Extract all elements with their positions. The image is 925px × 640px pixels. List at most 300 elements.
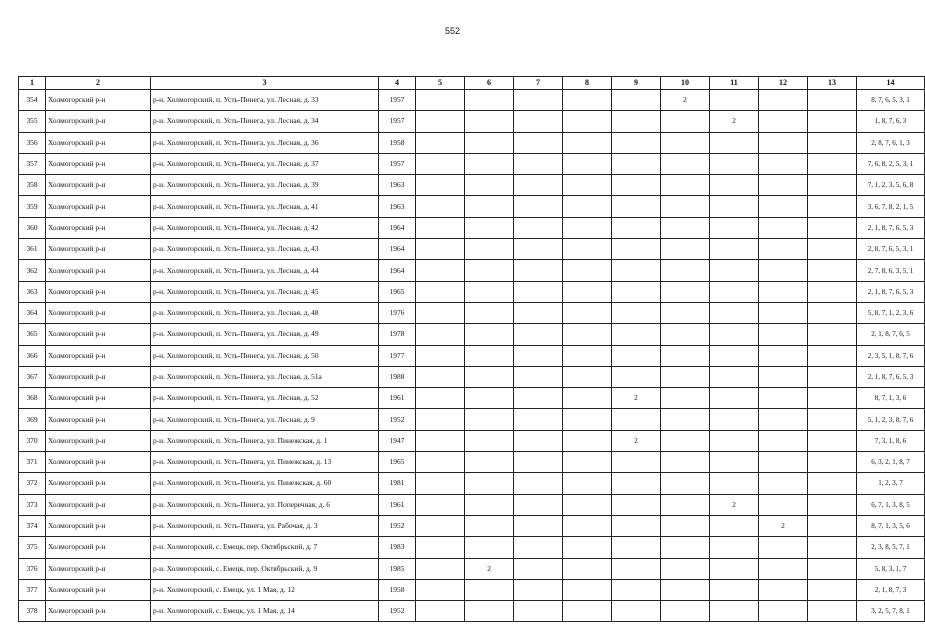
cell-col-14: 1, 8, 7, 6, 3 — [857, 111, 925, 132]
cell-col-9 — [612, 281, 661, 302]
cell-col-5 — [416, 473, 465, 494]
cell-col-14: 2, 1, 8, 7, 6, 5, 3 — [857, 366, 925, 387]
cell-col-14: 2, 3, 5, 1, 8, 7, 6 — [857, 345, 925, 366]
cell-col-13 — [808, 281, 857, 302]
cell-col-12 — [759, 366, 808, 387]
cell-col-1: 377 — [19, 579, 46, 600]
cell-col-1: 355 — [19, 111, 46, 132]
table-row — [19, 217, 925, 238]
cell-col-8 — [563, 260, 612, 281]
column-header-4: 4 — [379, 77, 416, 90]
cell-col-4: 1952 — [379, 515, 416, 536]
cell-col-11 — [710, 452, 759, 473]
cell-col-9 — [612, 239, 661, 260]
cell-col-11 — [710, 175, 759, 196]
column-header-13: 13 — [808, 77, 857, 90]
cell-col-12 — [759, 579, 808, 600]
cell-col-12 — [759, 345, 808, 366]
cell-col-7 — [514, 409, 563, 430]
cell-col-5 — [416, 388, 465, 409]
cell-col-2: Холмогорский р-н — [46, 558, 151, 579]
cell-col-2: Холмогорский р-н — [46, 345, 151, 366]
cell-col-7 — [514, 175, 563, 196]
cell-col-4: 1964 — [379, 260, 416, 281]
cell-col-1: 360 — [19, 217, 46, 238]
cell-col-9 — [612, 579, 661, 600]
cell-col-13 — [808, 302, 857, 323]
cell-col-4: 1957 — [379, 111, 416, 132]
cell-col-14: 2, 1, 8, 7, 3 — [857, 579, 925, 600]
cell-col-7 — [514, 217, 563, 238]
cell-col-14: 6, 7, 1, 3, 8, 5 — [857, 494, 925, 515]
cell-col-2: Холмогорский р-н — [46, 132, 151, 153]
cell-col-13 — [808, 132, 857, 153]
cell-col-3: р-н. Холмогорский, п. Усть-Пинега, ул. Лесная, д. 33 — [151, 90, 379, 111]
cell-col-13 — [808, 345, 857, 366]
column-header-14: 14 — [857, 77, 925, 90]
cell-col-9 — [612, 409, 661, 430]
cell-col-1: 358 — [19, 175, 46, 196]
cell-col-5 — [416, 452, 465, 473]
cell-col-12 — [759, 558, 808, 579]
table-row — [19, 601, 925, 622]
cell-col-2: Холмогорский р-н — [46, 388, 151, 409]
cell-col-4: 1985 — [379, 558, 416, 579]
cell-col-6 — [465, 515, 514, 536]
cell-col-8 — [563, 217, 612, 238]
cell-col-11 — [710, 430, 759, 451]
cell-col-8 — [563, 452, 612, 473]
cell-col-2: Холмогорский р-н — [46, 473, 151, 494]
cell-col-14: 1, 2, 3, 7 — [857, 473, 925, 494]
cell-col-7 — [514, 601, 563, 622]
cell-col-3: р-н. Холмогорский, п. Усть-Пинега, ул. Рабочая, д. 3 — [151, 515, 379, 536]
cell-col-3: р-н. Холмогорский, п. Усть-Пинега, ул. Лесная, д. 37 — [151, 153, 379, 174]
cell-col-1: 357 — [19, 153, 46, 174]
cell-col-7 — [514, 494, 563, 515]
cell-col-3: р-н. Холмогорский, п. Усть-Пинега, ул. Лесная, д. 41 — [151, 196, 379, 217]
cell-col-11: 2 — [710, 111, 759, 132]
cell-col-6 — [465, 239, 514, 260]
cell-col-11 — [710, 153, 759, 174]
cell-col-13 — [808, 579, 857, 600]
cell-col-5 — [416, 494, 465, 515]
cell-col-3: р-н. Холмогорский, п. Усть-Пинега, ул. Лесная, д. 49 — [151, 324, 379, 345]
cell-col-9: 2 — [612, 430, 661, 451]
cell-col-9 — [612, 132, 661, 153]
cell-col-7 — [514, 239, 563, 260]
cell-col-12 — [759, 537, 808, 558]
cell-col-2: Холмогорский р-н — [46, 494, 151, 515]
cell-col-5 — [416, 90, 465, 111]
cell-col-13 — [808, 430, 857, 451]
cell-col-11 — [710, 302, 759, 323]
cell-col-7 — [514, 324, 563, 345]
table-row — [19, 196, 925, 217]
cell-col-5 — [416, 302, 465, 323]
cell-col-10 — [661, 494, 710, 515]
cell-col-7 — [514, 345, 563, 366]
cell-col-7 — [514, 132, 563, 153]
cell-col-3: р-н. Холмогорский, п. Усть-Пинега, ул. Лесная, д. 44 — [151, 260, 379, 281]
cell-col-8 — [563, 558, 612, 579]
table-row — [19, 153, 925, 174]
cell-col-9 — [612, 196, 661, 217]
cell-col-13 — [808, 388, 857, 409]
cell-col-12: 2 — [759, 515, 808, 536]
cell-col-9 — [612, 111, 661, 132]
page-number: 552 — [444, 26, 461, 36]
cell-col-14: 6, 3, 2, 1, 8, 7 — [857, 452, 925, 473]
cell-col-5 — [416, 579, 465, 600]
cell-col-6 — [465, 281, 514, 302]
cell-col-14: 2, 1, 8, 7, 6, 5, 3 — [857, 217, 925, 238]
cell-col-5 — [416, 217, 465, 238]
cell-col-9 — [612, 452, 661, 473]
cell-col-13 — [808, 473, 857, 494]
cell-col-14: 2, 7, 8, 6, 3, 5, 1 — [857, 260, 925, 281]
column-header-2: 2 — [46, 77, 151, 90]
cell-col-11 — [710, 90, 759, 111]
cell-col-6 — [465, 601, 514, 622]
cell-col-12 — [759, 473, 808, 494]
cell-col-4: 1961 — [379, 494, 416, 515]
cell-col-10 — [661, 196, 710, 217]
cell-col-3: р-н. Холмогорский, п. Усть-Пинега, ул. Лесная, д. 34 — [151, 111, 379, 132]
cell-col-8 — [563, 302, 612, 323]
cell-col-14: 2, 3, 8, 5, 7, 1 — [857, 537, 925, 558]
cell-col-4: 1947 — [379, 430, 416, 451]
cell-col-8 — [563, 430, 612, 451]
table-row — [19, 579, 925, 600]
cell-col-11 — [710, 601, 759, 622]
cell-col-3: р-н. Холмогорский, с. Емецк, пер. Октябрьский, д. 9 — [151, 558, 379, 579]
cell-col-11: 2 — [710, 494, 759, 515]
cell-col-8 — [563, 494, 612, 515]
cell-col-8 — [563, 409, 612, 430]
cell-col-13 — [808, 515, 857, 536]
cell-col-6 — [465, 388, 514, 409]
cell-col-7 — [514, 366, 563, 387]
table-row — [19, 302, 925, 323]
cell-col-4: 1964 — [379, 239, 416, 260]
cell-col-1: 371 — [19, 452, 46, 473]
cell-col-1: 356 — [19, 132, 46, 153]
cell-col-9 — [612, 601, 661, 622]
cell-col-2: Холмогорский р-н — [46, 90, 151, 111]
cell-col-12 — [759, 260, 808, 281]
cell-col-5 — [416, 239, 465, 260]
cell-col-14: 5, 8, 3, 1, 7 — [857, 558, 925, 579]
cell-col-2: Холмогорский р-н — [46, 153, 151, 174]
cell-col-11 — [710, 239, 759, 260]
cell-col-14: 2, 1, 8, 7, 6, 5 — [857, 324, 925, 345]
cell-col-6 — [465, 366, 514, 387]
cell-col-13 — [808, 324, 857, 345]
table-row — [19, 515, 925, 536]
cell-col-6 — [465, 111, 514, 132]
cell-col-13 — [808, 90, 857, 111]
cell-col-8 — [563, 601, 612, 622]
cell-col-3: р-н. Холмогорский, п. Усть-Пинега, ул. Лесная, д. 51а — [151, 366, 379, 387]
cell-col-4: 1958 — [379, 132, 416, 153]
cell-col-2: Холмогорский р-н — [46, 281, 151, 302]
cell-col-7 — [514, 430, 563, 451]
cell-col-11 — [710, 515, 759, 536]
cell-col-5 — [416, 601, 465, 622]
table-row — [19, 537, 925, 558]
cell-col-3: р-н. Холмогорский, п. Усть-Пинега, ул. Поперечная, д. 6 — [151, 494, 379, 515]
cell-col-4: 1963 — [379, 196, 416, 217]
cell-col-12 — [759, 409, 808, 430]
cell-col-2: Холмогорский р-н — [46, 430, 151, 451]
cell-col-7 — [514, 388, 563, 409]
table-row — [19, 132, 925, 153]
cell-col-5 — [416, 409, 465, 430]
cell-col-10 — [661, 366, 710, 387]
cell-col-2: Холмогорский р-н — [46, 196, 151, 217]
cell-col-8 — [563, 90, 612, 111]
cell-col-11 — [710, 558, 759, 579]
cell-col-1: 361 — [19, 239, 46, 260]
cell-col-13 — [808, 494, 857, 515]
cell-col-10 — [661, 388, 710, 409]
cell-col-3: р-н. Холмогорский, п. Усть-Пинега, ул. Лесная, д. 39 — [151, 175, 379, 196]
cell-col-12 — [759, 388, 808, 409]
cell-col-7 — [514, 515, 563, 536]
cell-col-4: 1963 — [379, 175, 416, 196]
cell-col-7 — [514, 111, 563, 132]
cell-col-9: 2 — [612, 388, 661, 409]
cell-col-5 — [416, 345, 465, 366]
cell-col-7 — [514, 579, 563, 600]
cell-col-4: 1961 — [379, 388, 416, 409]
cell-col-10 — [661, 452, 710, 473]
cell-col-3: р-н. Холмогорский, с. Емецк, пер. Октябрьский, д. 7 — [151, 537, 379, 558]
cell-col-5 — [416, 281, 465, 302]
cell-col-10 — [661, 132, 710, 153]
table-row — [19, 345, 925, 366]
cell-col-13 — [808, 537, 857, 558]
cell-col-8 — [563, 537, 612, 558]
cell-col-6 — [465, 324, 514, 345]
cell-col-2: Холмогорский р-н — [46, 366, 151, 387]
cell-col-3: р-н. Холмогорский, п. Усть-Пинега, ул. Лесная, д. 45 — [151, 281, 379, 302]
cell-col-7 — [514, 90, 563, 111]
cell-col-13 — [808, 217, 857, 238]
cell-col-5 — [416, 430, 465, 451]
cell-col-14: 2, 8, 7, 6, 1, 3 — [857, 132, 925, 153]
cell-col-12 — [759, 217, 808, 238]
column-header-6: 6 — [465, 77, 514, 90]
cell-col-11 — [710, 132, 759, 153]
cell-col-5 — [416, 175, 465, 196]
cell-col-8 — [563, 579, 612, 600]
cell-col-4: 1983 — [379, 537, 416, 558]
cell-col-14: 8, 7, 1, 3, 6 — [857, 388, 925, 409]
cell-col-6 — [465, 537, 514, 558]
cell-col-6 — [465, 175, 514, 196]
cell-col-10 — [661, 153, 710, 174]
cell-col-6 — [465, 196, 514, 217]
cell-col-13 — [808, 601, 857, 622]
cell-col-5 — [416, 515, 465, 536]
cell-col-12 — [759, 239, 808, 260]
cell-col-1: 376 — [19, 558, 46, 579]
data-table-container — [18, 76, 914, 640]
cell-col-10 — [661, 175, 710, 196]
cell-col-11 — [710, 409, 759, 430]
cell-col-1: 363 — [19, 281, 46, 302]
cell-col-12 — [759, 324, 808, 345]
cell-col-2: Холмогорский р-н — [46, 111, 151, 132]
cell-col-4: 1952 — [379, 409, 416, 430]
cell-col-1: 378 — [19, 601, 46, 622]
cell-col-2: Холмогорский р-н — [46, 239, 151, 260]
table-row — [19, 430, 925, 451]
column-header-5: 5 — [416, 77, 465, 90]
cell-col-2: Холмогорский р-н — [46, 324, 151, 345]
cell-col-1: 367 — [19, 366, 46, 387]
cell-col-1: 372 — [19, 473, 46, 494]
cell-col-10 — [661, 430, 710, 451]
column-header-9: 9 — [612, 77, 661, 90]
table-row — [19, 558, 925, 579]
cell-col-3: р-н. Холмогорский, п. Усть-Пинега, ул. Лесная, д. 9 — [151, 409, 379, 430]
cell-col-4: 1988 — [379, 366, 416, 387]
cell-col-11 — [710, 473, 759, 494]
cell-col-13 — [808, 196, 857, 217]
cell-col-8 — [563, 366, 612, 387]
cell-col-6 — [465, 260, 514, 281]
table-row — [19, 260, 925, 281]
cell-col-8 — [563, 281, 612, 302]
cell-col-9 — [612, 515, 661, 536]
cell-col-2: Холмогорский р-н — [46, 302, 151, 323]
table-row — [19, 409, 925, 430]
cell-col-3: р-н. Холмогорский, п. Усть-Пинега, ул. Пинежская, д. 1 — [151, 430, 379, 451]
cell-col-7 — [514, 153, 563, 174]
cell-col-2: Холмогорский р-н — [46, 217, 151, 238]
data-table — [18, 76, 925, 622]
cell-col-14: 2, 1, 8, 7, 6, 5, 3 — [857, 281, 925, 302]
cell-col-13 — [808, 260, 857, 281]
cell-col-1: 365 — [19, 324, 46, 345]
cell-col-3: р-н. Холмогорский, п. Усть-Пинега, ул. Пинежская, д. 60 — [151, 473, 379, 494]
cell-col-8 — [563, 324, 612, 345]
cell-col-3: р-н. Холмогорский, п. Усть-Пинега, ул. Лесная, д. 43 — [151, 239, 379, 260]
cell-col-10 — [661, 537, 710, 558]
cell-col-9 — [612, 537, 661, 558]
cell-col-10 — [661, 324, 710, 345]
cell-col-13 — [808, 558, 857, 579]
table-row — [19, 388, 925, 409]
cell-col-2: Холмогорский р-н — [46, 515, 151, 536]
cell-col-4: 1957 — [379, 90, 416, 111]
cell-col-9 — [612, 494, 661, 515]
cell-col-9 — [612, 302, 661, 323]
cell-col-11 — [710, 281, 759, 302]
cell-col-11 — [710, 196, 759, 217]
column-header-12: 12 — [759, 77, 808, 90]
cell-col-10 — [661, 239, 710, 260]
cell-col-12 — [759, 281, 808, 302]
cell-col-12 — [759, 494, 808, 515]
cell-col-4: 1952 — [379, 601, 416, 622]
cell-col-10 — [661, 579, 710, 600]
cell-col-8 — [563, 111, 612, 132]
table-body — [19, 90, 925, 622]
cell-col-10 — [661, 473, 710, 494]
cell-col-4: 1976 — [379, 302, 416, 323]
cell-col-4: 1981 — [379, 473, 416, 494]
cell-col-5 — [416, 324, 465, 345]
cell-col-1: 368 — [19, 388, 46, 409]
table-row — [19, 239, 925, 260]
cell-col-10 — [661, 558, 710, 579]
cell-col-6 — [465, 494, 514, 515]
cell-col-6 — [465, 473, 514, 494]
table-row — [19, 452, 925, 473]
cell-col-5 — [416, 537, 465, 558]
cell-col-7 — [514, 537, 563, 558]
cell-col-14: 3, 2, 5, 7, 8, 1 — [857, 601, 925, 622]
cell-col-8 — [563, 153, 612, 174]
cell-col-14: 5, 1, 2, 3, 8, 7, 6 — [857, 409, 925, 430]
cell-col-7 — [514, 196, 563, 217]
cell-col-4: 1977 — [379, 345, 416, 366]
cell-col-13 — [808, 409, 857, 430]
cell-col-2: Холмогорский р-н — [46, 452, 151, 473]
cell-col-7 — [514, 473, 563, 494]
cell-col-8 — [563, 239, 612, 260]
cell-col-1: 369 — [19, 409, 46, 430]
cell-col-10 — [661, 260, 710, 281]
table-row — [19, 366, 925, 387]
cell-col-1: 354 — [19, 90, 46, 111]
cell-col-9 — [612, 558, 661, 579]
cell-col-14: 5, 8, 7, 1, 2, 3, 6 — [857, 302, 925, 323]
cell-col-7 — [514, 452, 563, 473]
cell-col-2: Холмогорский р-н — [46, 537, 151, 558]
cell-col-3: р-н. Холмогорский, п. Усть-Пинега, ул. Лесная, д. 36 — [151, 132, 379, 153]
cell-col-11 — [710, 345, 759, 366]
cell-col-10 — [661, 409, 710, 430]
cell-col-14: 7, 6, 8, 2, 5, 3, 1 — [857, 153, 925, 174]
cell-col-5 — [416, 366, 465, 387]
cell-col-6 — [465, 217, 514, 238]
cell-col-6 — [465, 345, 514, 366]
cell-col-6: 2 — [465, 558, 514, 579]
cell-col-10 — [661, 601, 710, 622]
cell-col-12 — [759, 132, 808, 153]
cell-col-1: 373 — [19, 494, 46, 515]
cell-col-13 — [808, 153, 857, 174]
cell-col-14: 8, 7, 1, 3, 5, 6 — [857, 515, 925, 536]
cell-col-4: 1978 — [379, 324, 416, 345]
cell-col-2: Холмогорский р-н — [46, 579, 151, 600]
column-header-11: 11 — [710, 77, 759, 90]
cell-col-1: 362 — [19, 260, 46, 281]
cell-col-12 — [759, 302, 808, 323]
cell-col-5 — [416, 111, 465, 132]
cell-col-13 — [808, 452, 857, 473]
cell-col-11 — [710, 324, 759, 345]
cell-col-12 — [759, 452, 808, 473]
cell-col-9 — [612, 260, 661, 281]
header-row — [19, 77, 925, 90]
cell-col-4: 1958 — [379, 579, 416, 600]
